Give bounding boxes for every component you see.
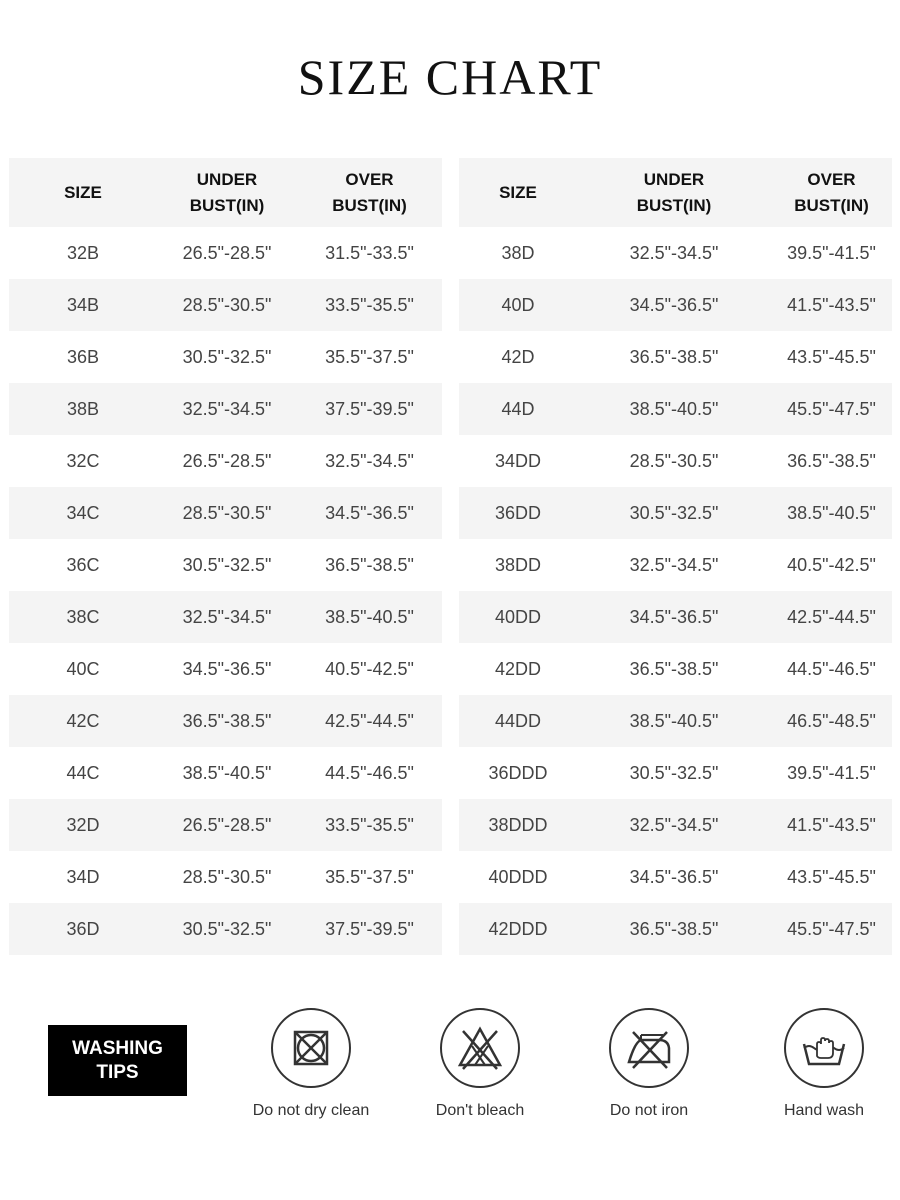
cell-size: 38DD <box>494 554 542 575</box>
cell-over-bust: 45.5"-47.5" <box>771 903 892 955</box>
header-under-bust <box>157 158 297 227</box>
cell-under-bust: 36.5"-38.5" <box>629 658 719 679</box>
cell-over-bust: 36.5"-38.5" <box>325 554 414 575</box>
header-over-line2: BUST(IN) <box>332 195 407 215</box>
hand-wash-icon <box>796 1020 852 1076</box>
cell-under-bust: 36.5"-38.5" <box>629 346 719 367</box>
table-row <box>9 227 442 279</box>
care-item-bleach <box>400 1008 560 1120</box>
table-row <box>9 643 442 695</box>
cell-under-bust: 30.5"-32.5" <box>577 487 771 539</box>
cell-over-bust: 43.5"-45.5" <box>787 866 876 887</box>
header-over-line2: BUST(IN) <box>794 195 869 215</box>
cell-over-bust: 42.5"-44.5" <box>297 695 442 747</box>
table-header-row <box>9 158 442 227</box>
table-row <box>9 539 442 591</box>
cell-size: 34D <box>66 866 100 887</box>
care-icon-circle <box>784 1008 864 1088</box>
table-row <box>459 227 892 279</box>
table-row <box>9 695 442 747</box>
care-label: Hand wash <box>783 1102 865 1119</box>
cell-under-bust: 36.5"-38.5" <box>577 903 771 955</box>
cell-over-bust: 38.5"-40.5" <box>771 487 892 539</box>
care-item-dry-clean <box>231 1008 391 1120</box>
table-row <box>459 643 892 695</box>
header-under-line2: BUST(IN) <box>636 195 712 215</box>
cell-size: 38B <box>9 383 157 435</box>
table-row <box>9 851 442 903</box>
header-under-line2: BUST(IN) <box>189 195 265 215</box>
table-row <box>459 435 892 487</box>
table-row <box>9 383 442 435</box>
cell-under-bust: 32.5"-34.5" <box>629 554 719 575</box>
cell-over-bust: 32.5"-34.5" <box>325 450 414 471</box>
header-over-line1: OVER <box>345 169 394 189</box>
cell-over-bust: 35.5"-37.5" <box>325 346 414 367</box>
cell-over-bust: 38.5"-40.5" <box>297 591 442 643</box>
header-over-line1: OVER <box>807 169 856 189</box>
cell-size: 44DD <box>459 695 577 747</box>
cell-over-bust: 34.5"-36.5" <box>297 487 442 539</box>
washing-tips-line2: TIPS <box>96 1061 139 1083</box>
cell-over-bust: 41.5"-43.5" <box>771 279 892 331</box>
cell-under-bust: 32.5"-34.5" <box>157 591 297 643</box>
size-table-right <box>459 158 892 955</box>
cell-over-bust: 46.5"-48.5" <box>771 695 892 747</box>
cell-under-bust: 38.5"-40.5" <box>182 762 272 783</box>
cell-size: 36C <box>66 554 100 575</box>
cell-over-bust: 45.5"-47.5" <box>771 383 892 435</box>
cell-over-bust: 39.5"-41.5" <box>787 242 876 263</box>
cell-over-bust: 36.5"-38.5" <box>787 450 876 471</box>
cell-under-bust: 32.5"-34.5" <box>629 242 719 263</box>
cell-under-bust: 26.5"-28.5" <box>182 450 272 471</box>
table-row <box>9 591 442 643</box>
header-size-label: SIZE <box>499 182 537 202</box>
cell-over-bust: 37.5"-39.5" <box>297 383 442 435</box>
cell-over-bust: 40.5"-42.5" <box>787 554 876 575</box>
cell-under-bust: 26.5"-28.5" <box>157 799 297 851</box>
page-title: SIZE CHART <box>297 49 603 105</box>
cell-over-bust: 41.5"-43.5" <box>771 799 892 851</box>
cell-size: 32B <box>66 242 100 263</box>
table-row <box>459 279 892 331</box>
care-item-iron <box>569 1008 729 1120</box>
cell-size: 40D <box>459 279 577 331</box>
header-under-bust <box>577 158 771 227</box>
cell-size: 36DDD <box>488 762 548 783</box>
cell-under-bust: 30.5"-32.5" <box>157 903 297 955</box>
washing-tips-badge <box>48 1025 187 1096</box>
cell-over-bust: 35.5"-37.5" <box>325 866 414 887</box>
cell-size: 34DD <box>494 450 542 471</box>
cell-under-bust: 34.5"-36.5" <box>182 658 272 679</box>
table-row <box>459 851 892 903</box>
cell-under-bust: 34.5"-36.5" <box>577 591 771 643</box>
header-under-line1: UNDER <box>643 169 705 189</box>
cell-under-bust: 34.5"-36.5" <box>577 279 771 331</box>
cell-size: 38C <box>9 591 157 643</box>
cell-over-bust: 33.5"-35.5" <box>297 799 442 851</box>
table-row <box>459 799 892 851</box>
table-row <box>459 487 892 539</box>
cell-size: 36D <box>9 903 157 955</box>
cell-under-bust: 30.5"-32.5" <box>629 762 719 783</box>
cell-size: 32D <box>9 799 157 851</box>
cell-over-bust: 42.5"-44.5" <box>771 591 892 643</box>
cell-under-bust: 38.5"-40.5" <box>577 383 771 435</box>
table-header-row <box>459 158 892 227</box>
cell-under-bust: 32.5"-34.5" <box>577 799 771 851</box>
cell-over-bust: 33.5"-35.5" <box>297 279 442 331</box>
header-size-label: SIZE <box>64 182 102 202</box>
cell-under-bust: 28.5"-30.5" <box>182 866 272 887</box>
cell-size: 40C <box>66 658 100 679</box>
care-icon-circle <box>609 1008 689 1088</box>
table-row <box>9 747 442 799</box>
header-size <box>459 158 577 227</box>
table-row <box>9 279 442 331</box>
table-row <box>459 383 892 435</box>
cell-over-bust: 44.5"-46.5" <box>325 762 414 783</box>
table-row <box>9 487 442 539</box>
cell-size: 32C <box>66 450 100 471</box>
table-row <box>459 903 892 955</box>
cell-under-bust: 28.5"-30.5" <box>629 450 719 471</box>
cell-size: 40DD <box>459 591 577 643</box>
table-row <box>459 539 892 591</box>
cell-size: 42D <box>501 346 535 367</box>
cell-size: 44D <box>459 383 577 435</box>
cell-size: 42DD <box>494 658 542 679</box>
cell-under-bust: 30.5"-32.5" <box>182 346 272 367</box>
care-label: Don't bleach <box>435 1102 525 1119</box>
table-row <box>9 799 442 851</box>
cell-over-bust: 44.5"-46.5" <box>787 658 876 679</box>
cell-size: 40DDD <box>488 866 548 887</box>
table-row <box>459 695 892 747</box>
cell-under-bust: 26.5"-28.5" <box>182 242 272 263</box>
cell-under-bust: 38.5"-40.5" <box>577 695 771 747</box>
header-under-line1: UNDER <box>196 169 258 189</box>
cell-size: 38D <box>501 242 535 263</box>
table-row <box>9 435 442 487</box>
washing-tips-line1: WASHING <box>72 1037 163 1059</box>
table-row <box>9 331 442 383</box>
care-item-hand-wash <box>744 1008 900 1120</box>
no-bleach-icon <box>452 1020 508 1076</box>
cell-size: 42DDD <box>459 903 577 955</box>
cell-size: 36B <box>66 346 100 367</box>
cell-size: 34C <box>9 487 157 539</box>
cell-under-bust: 32.5"-34.5" <box>157 383 297 435</box>
care-icon-circle <box>271 1008 351 1088</box>
cell-under-bust: 36.5"-38.5" <box>157 695 297 747</box>
cell-under-bust: 34.5"-36.5" <box>629 866 719 887</box>
cell-size: 34B <box>9 279 157 331</box>
cell-over-bust: 40.5"-42.5" <box>325 658 414 679</box>
table-row <box>459 591 892 643</box>
cell-over-bust: 31.5"-33.5" <box>325 242 414 263</box>
cell-under-bust: 28.5"-30.5" <box>157 279 297 331</box>
care-label: Do not iron <box>609 1102 689 1119</box>
table-row <box>9 903 442 955</box>
header-over-bust <box>771 158 892 227</box>
no-iron-icon <box>621 1020 677 1076</box>
care-icon-circle <box>440 1008 520 1088</box>
table-row <box>459 331 892 383</box>
cell-size: 38DDD <box>459 799 577 851</box>
cell-over-bust: 43.5"-45.5" <box>787 346 876 367</box>
no-dry-clean-icon <box>283 1020 339 1076</box>
care-label: Do not dry clean <box>252 1102 370 1119</box>
header-over-bust <box>297 158 442 227</box>
cell-size: 42C <box>9 695 157 747</box>
cell-over-bust: 37.5"-39.5" <box>297 903 442 955</box>
cell-under-bust: 28.5"-30.5" <box>157 487 297 539</box>
cell-size: 44C <box>66 762 100 783</box>
cell-under-bust: 30.5"-32.5" <box>182 554 272 575</box>
header-size <box>9 158 157 227</box>
cell-over-bust: 39.5"-41.5" <box>787 762 876 783</box>
size-table-left <box>9 158 442 955</box>
cell-size: 36DD <box>459 487 577 539</box>
table-row <box>459 747 892 799</box>
